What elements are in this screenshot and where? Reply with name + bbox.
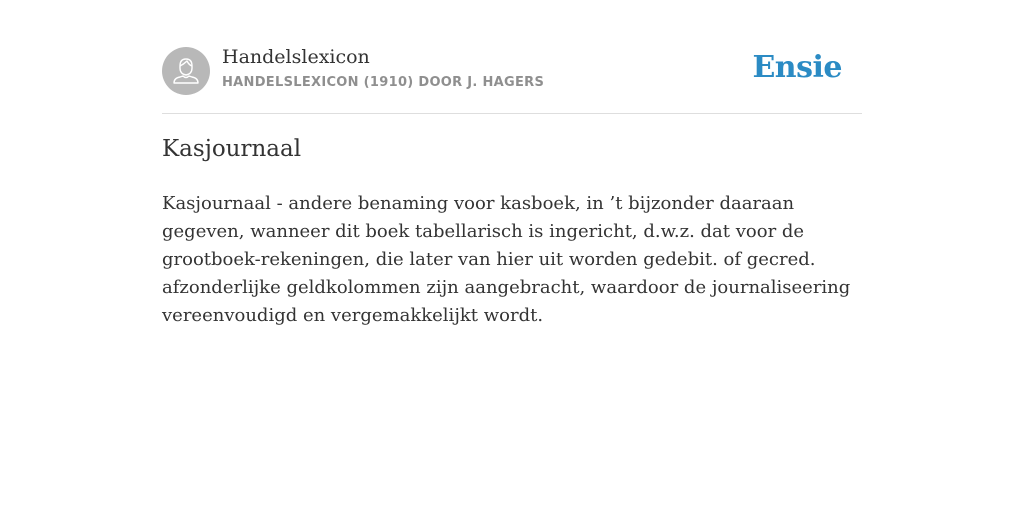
source-subtitle[interactable]: HANDELSLEXICON (1910) DOOR J. HAGERS bbox=[222, 75, 545, 90]
entry-body: Kasjournaal - andere benaming voor kasboek, in ’t bijzonder daaraan gegeven, wanneer dit boek tabellarisch is ingericht, d.w.z. dat voor de grootboek-rekeningen, die later van hier uit worden gedebit. of gecred. afzonderlijke geldkolommen zijn aangebracht, waardoor de journaliseering vereenvoudigd en vergemakkelijkt wordt. bbox=[162, 193, 851, 326]
source-header bbox=[162, 0, 862, 114]
ensie-logo[interactable]: Ensie bbox=[752, 50, 842, 85]
page-container bbox=[162, 0, 862, 326]
user-avatar-icon[interactable] bbox=[162, 47, 210, 95]
source-title[interactable]: Handelslexicon bbox=[222, 46, 370, 68]
entry-title: Kasjournaal bbox=[162, 136, 302, 162]
